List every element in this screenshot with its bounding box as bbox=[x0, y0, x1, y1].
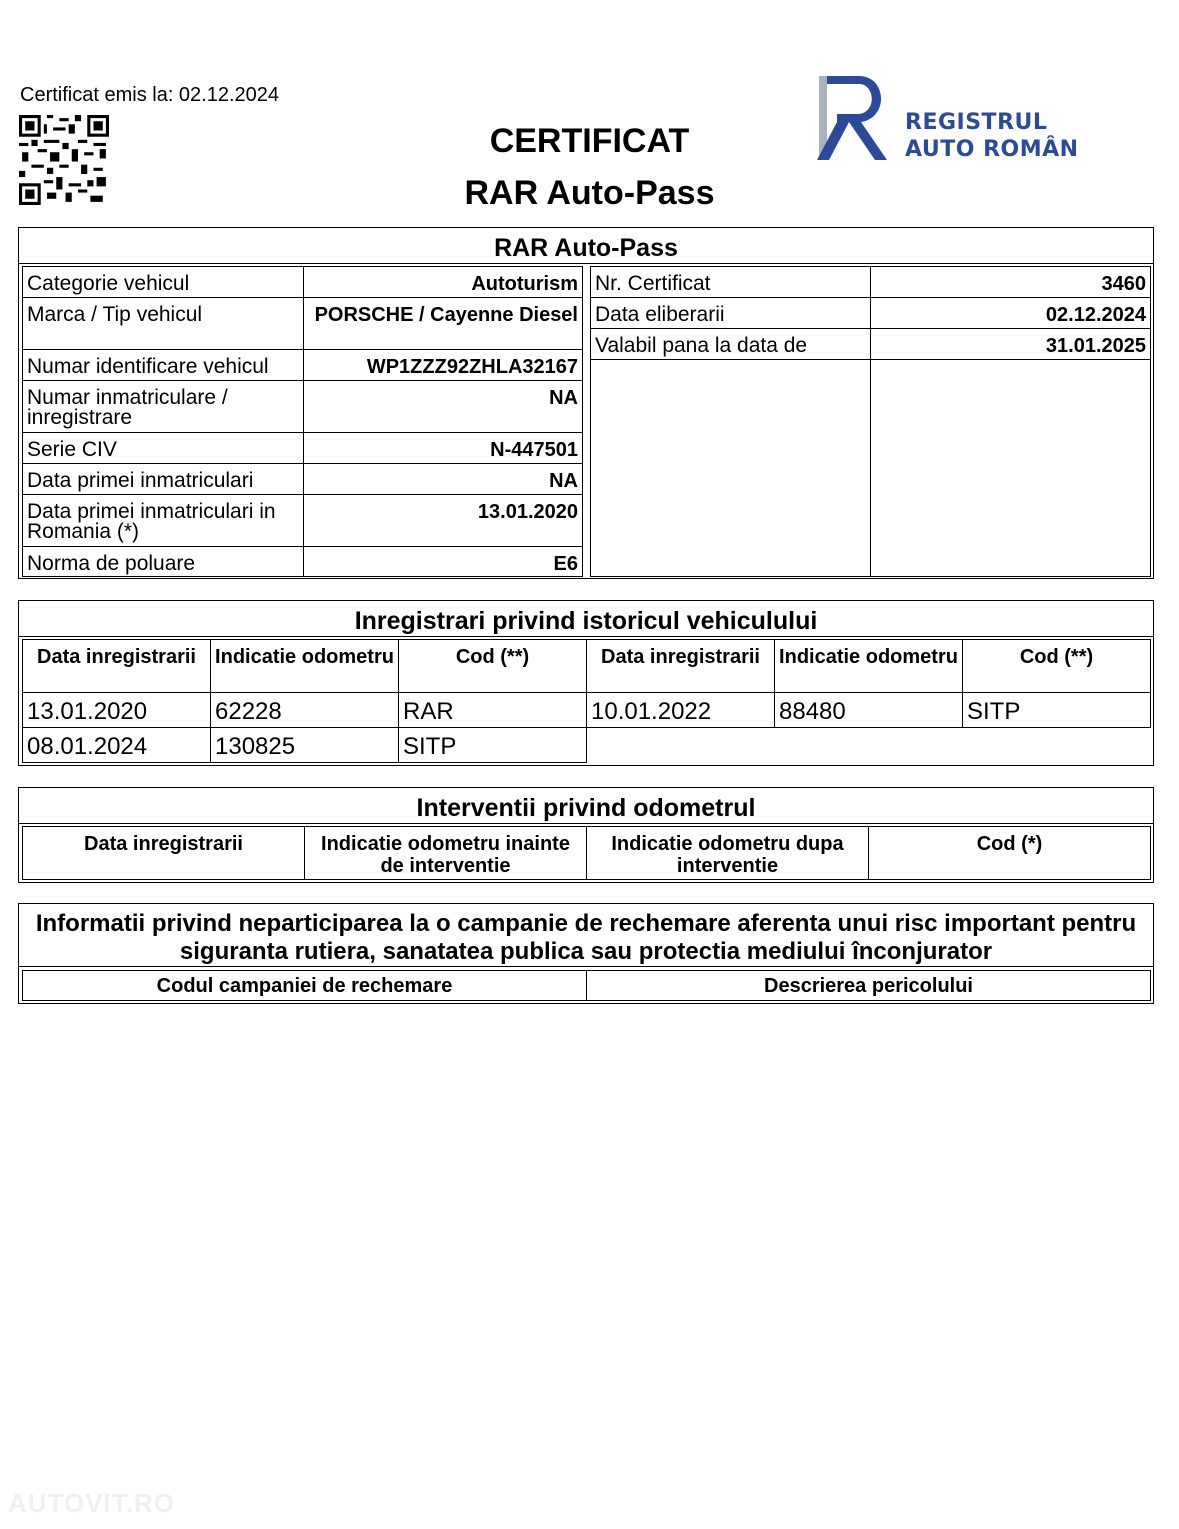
empty-cell bbox=[591, 360, 871, 577]
column-header: Data inregistrarii bbox=[587, 640, 775, 693]
table-header-row bbox=[23, 827, 1151, 880]
table-row bbox=[23, 350, 583, 381]
table-row bbox=[591, 360, 1151, 577]
table-cell: 13.01.2020 bbox=[23, 693, 211, 728]
table-row bbox=[591, 329, 1151, 360]
empty-cell bbox=[587, 728, 775, 763]
table-cell: 88480 bbox=[775, 693, 963, 728]
field-value: PORSCHE / Cayenne Diesel bbox=[304, 298, 583, 350]
certificate-details-table bbox=[590, 266, 1151, 577]
column-header: Descrierea pericolului bbox=[587, 971, 1151, 1001]
field-label: Serie CIV bbox=[23, 433, 304, 464]
field-value: 3460 bbox=[871, 267, 1151, 298]
history-title: Inregistrari privind istoricul vehiculului bbox=[354, 607, 818, 635]
empty-cell bbox=[871, 360, 1151, 577]
field-value: NA bbox=[304, 464, 583, 495]
field-value: 31.01.2025 bbox=[871, 329, 1151, 360]
column-header: Cod (*) bbox=[869, 827, 1151, 880]
history-table bbox=[22, 639, 1151, 763]
table-cell: SITP bbox=[399, 728, 587, 763]
table-cell: RAR bbox=[399, 693, 587, 728]
field-value: WP1ZZZ92ZHLA32167 bbox=[304, 350, 583, 381]
table-header-row bbox=[23, 971, 1151, 1001]
table-row bbox=[23, 464, 583, 495]
table-row bbox=[23, 267, 583, 298]
odometer-table bbox=[22, 826, 1151, 880]
table-row bbox=[23, 495, 583, 547]
field-label: Valabil pana la data de bbox=[591, 329, 871, 360]
column-header: Indicatie odometru bbox=[211, 640, 399, 693]
rar-logo bbox=[815, 70, 1085, 165]
table-cell: SITP bbox=[963, 693, 1151, 728]
table-row bbox=[23, 547, 583, 577]
field-value: N-447501 bbox=[304, 433, 583, 464]
recall-table bbox=[22, 970, 1151, 1001]
field-label: Data primei inmatriculari in Romania (*) bbox=[23, 495, 304, 547]
table-cell: 130825 bbox=[211, 728, 399, 763]
page-title: CERTIFICAT bbox=[489, 122, 690, 160]
field-label: Categorie vehicul bbox=[23, 267, 304, 298]
field-label: Marca / Tip vehicul bbox=[23, 298, 304, 350]
field-label: Numar identificare vehicul bbox=[23, 350, 304, 381]
table-cell: 10.01.2022 bbox=[587, 693, 775, 728]
page-subtitle: RAR Auto-Pass bbox=[464, 174, 715, 212]
field-value: 13.01.2020 bbox=[304, 495, 583, 547]
field-label: Numar inmatriculare / inregistrare bbox=[23, 381, 304, 433]
column-header: Indicatie odometru inainte de interventie bbox=[305, 827, 587, 880]
table-row bbox=[23, 728, 1151, 763]
field-value: 02.12.2024 bbox=[871, 298, 1151, 329]
field-label: Data eliberarii bbox=[591, 298, 871, 329]
field-value: NA bbox=[304, 381, 583, 433]
vehicle-info-title: RAR Auto-Pass bbox=[494, 234, 678, 262]
column-header: Indicatie odometru dupa interventie bbox=[587, 827, 869, 880]
empty-cell bbox=[963, 728, 1151, 763]
table-row bbox=[591, 298, 1151, 329]
odometer-title: Interventii privind odometrul bbox=[416, 794, 756, 822]
field-value: E6 bbox=[304, 547, 583, 577]
table-row bbox=[23, 693, 1151, 728]
logo-text-line1: REGISTRUL bbox=[905, 110, 1048, 135]
column-header: Data inregistrarii bbox=[23, 827, 305, 880]
table-row bbox=[23, 298, 583, 350]
column-header: Codul campaniei de rechemare bbox=[23, 971, 587, 1001]
field-label: Data primei inmatriculari bbox=[23, 464, 304, 495]
table-row bbox=[23, 381, 583, 433]
table-row bbox=[23, 433, 583, 464]
column-header: Data inregistrarii bbox=[23, 640, 211, 693]
field-value: Autoturism bbox=[304, 267, 583, 298]
certificate-issue-date: Certificat emis la: 02.12.2024 bbox=[20, 84, 280, 106]
logo-text-line2: AUTO ROMÂN bbox=[905, 137, 1079, 162]
table-row bbox=[591, 267, 1151, 298]
vehicle-details-table bbox=[22, 266, 583, 577]
table-cell: 62228 bbox=[211, 693, 399, 728]
rar-logo-mark-icon bbox=[815, 70, 897, 165]
column-header: Cod (**) bbox=[399, 640, 587, 693]
empty-cell bbox=[775, 728, 963, 763]
table-header-row bbox=[23, 640, 1151, 693]
recall-title: Informatii privind neparticiparea la o campanie de rechemare aferenta unui risc important pentru siguranta rutiera, sanatatea publica sau protectia mediului înconjurator bbox=[35, 910, 1137, 965]
column-header: Indicatie odometru bbox=[775, 640, 963, 693]
column-header: Cod (**) bbox=[963, 640, 1151, 693]
watermark: AUTOVIT.RO bbox=[8, 1488, 175, 1518]
field-label: Norma de poluare bbox=[23, 547, 304, 577]
field-label: Nr. Certificat bbox=[591, 267, 871, 298]
table-cell: 08.01.2024 bbox=[23, 728, 211, 763]
